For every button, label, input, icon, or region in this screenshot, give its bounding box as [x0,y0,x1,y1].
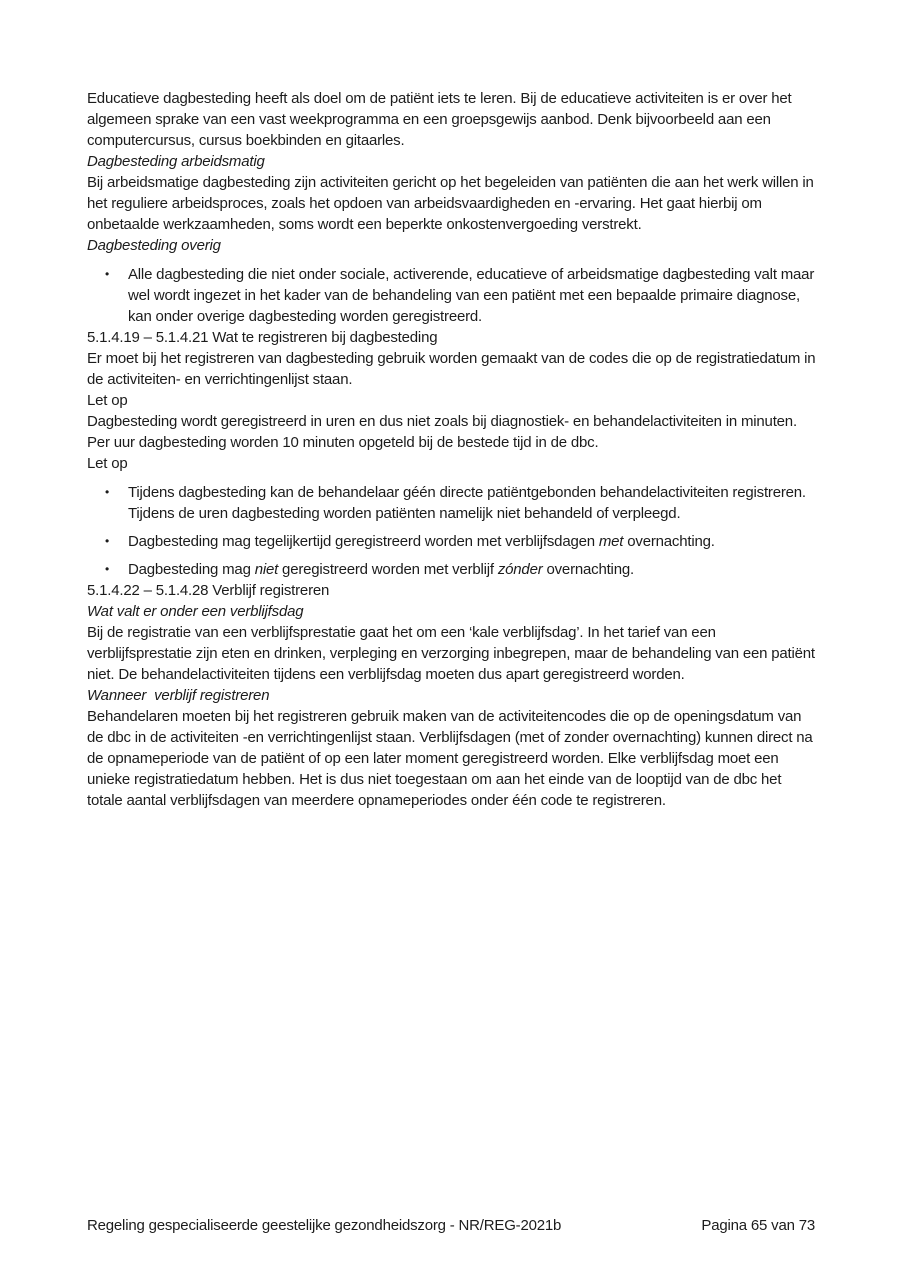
section-heading-verblijf-registreren: 5.1.4.22 – 5.1.4.28 Verblijf registreren [87,582,330,599]
paragraph-letop-uren: Dagbesteding wordt geregistreerd in uren en dus niet zoals bij diagnostiek- en behandelactiviteiten in minuten. Per uur dagbesteding worden 10 minuten opgeteld bij de bestede tijd in de dbc. [87,413,797,451]
letop-label-2: Let op [87,455,128,472]
bullet-icon: • [105,562,110,576]
list-item [87,482,817,524]
list-item [87,264,817,327]
list-item-text [128,482,817,524]
page-footer [87,1215,815,1236]
plain-text: overnachting. [623,533,715,550]
bullet-list-letop [87,482,817,580]
heading-dagbesteding-arbeidsmatig: Dagbesteding arbeidsmatig [87,153,265,170]
letop-label-1: Let op [87,392,128,409]
footer-document-title: Regeling gespecialiseerde geestelijke gezondheidszorg - NR/REG-2021b [87,1217,562,1234]
paragraph-arbeidsmatig: Bij arbeidsmatige dagbesteding zijn activiteiten gericht op het begeleiden van patiënten die aan het werk willen in het reguliere arbeidsproces, zoals het opdoen van arbeidsvaardigheden en -ervaring. Het gaat hierbij om onbetaalde werkzaamheden, soms wordt een beperkte onkostenvergoeding verstrekt. [87,174,814,233]
heading-wanneer-verblijf-registreren: Wanneer verblijf registreren [87,687,270,704]
bullet-icon: • [105,267,110,281]
bullet-list-overig [87,264,817,327]
bullet-icon: • [105,485,110,499]
plain-text: overnachting. [542,561,634,578]
page-content [87,88,817,811]
heading-wat-valt-er-onder-verblijfsdag: Wat valt er onder een verblijfsdag [87,603,304,620]
emphasized-text: zónder [497,561,543,578]
section-heading-wat-te-registreren: 5.1.4.19 – 5.1.4.21 Wat te registreren bij dagbesteding [87,329,438,346]
plain-text: Dagbesteding mag [128,561,255,578]
list-item [87,559,817,580]
heading-dagbesteding-overig: Dagbesteding overig [87,237,221,254]
list-item [87,531,817,552]
bullet-icon: • [105,534,110,548]
list-item-text: Alle dagbesteding die niet onder sociale, activerende, educatieve of arbeidsmatige dagbesteding valt maar wel wordt ingezet in het kader van de behandeling van een patiënt met een bepaalde primaire diagnose, kan onder overige dagbesteding worden geregistreerd. [128,266,815,325]
paragraph-kale-verblijfsdag: Bij de registratie van een verblijfsprestatie gaat het om een ‘kale verblijfsdag’. In het tarief van een verblijfsprestatie zijn eten en drinken, verpleging en verzorging inbegrepen, maar de behandeling van een patiënt niet. De behandelactiviteiten tijdens een verblijfsdag moeten dus apart geregistreerd worden. [87,624,815,683]
paragraph-wanneer-verblijf: Behandelaren moeten bij het registreren gebruik maken van de activiteitencodes die op de openingsdatum van de dbc in de activiteiten -en verrichtingenlijst staan. Verblijfsdagen (met of zonder overnachting) kunnen direct na de opnameperiode van de patiënt of op een later moment geregistreerd worden. Elke verblijfsdag moet een unieke registratiedatum hebben. Het is dus niet toegestaan om aan het einde van de looptijd van de dbc het totale aantal verblijfsdagen van meerdere opnameperiodes onder één code te registreren. [87,708,813,809]
plain-text: Dagbesteding mag tegelijkertijd geregistreerd worden met verblijfsdagen [128,533,599,550]
emphasized-text: met [598,533,624,550]
plain-text: geregistreerd worden met verblijf [278,561,498,578]
plain-text: Tijdens dagbesteding kan de behandelaar géén directe patiëntgebonden behandelactiviteiten registreren. Tijdens de uren dagbesteding worden patiënten namelijk niet behandeld of verpleegd. [128,484,806,522]
paragraph-educatieve-dagbesteding: Educatieve dagbesteding heeft als doel om de patiënt iets te leren. Bij de educatieve activiteiten is er over het algemeen sprake van een vast weekprogramma en een groepsgewijs aanbod. Denk bijvoorbeeld aan een computercursus, cursus boekbinden en gitaarles. [87,90,792,149]
paragraph-codes: Er moet bij het registreren van dagbesteding gebruik worden gemaakt van de codes die op de registratiedatum in de activiteiten- en verrichtingenlijst staan. [87,350,816,388]
footer-page-number: Pagina 65 van 73 [701,1217,815,1234]
list-item-text [128,559,817,580]
emphasized-text: niet [254,561,279,578]
list-item-text [128,531,817,552]
